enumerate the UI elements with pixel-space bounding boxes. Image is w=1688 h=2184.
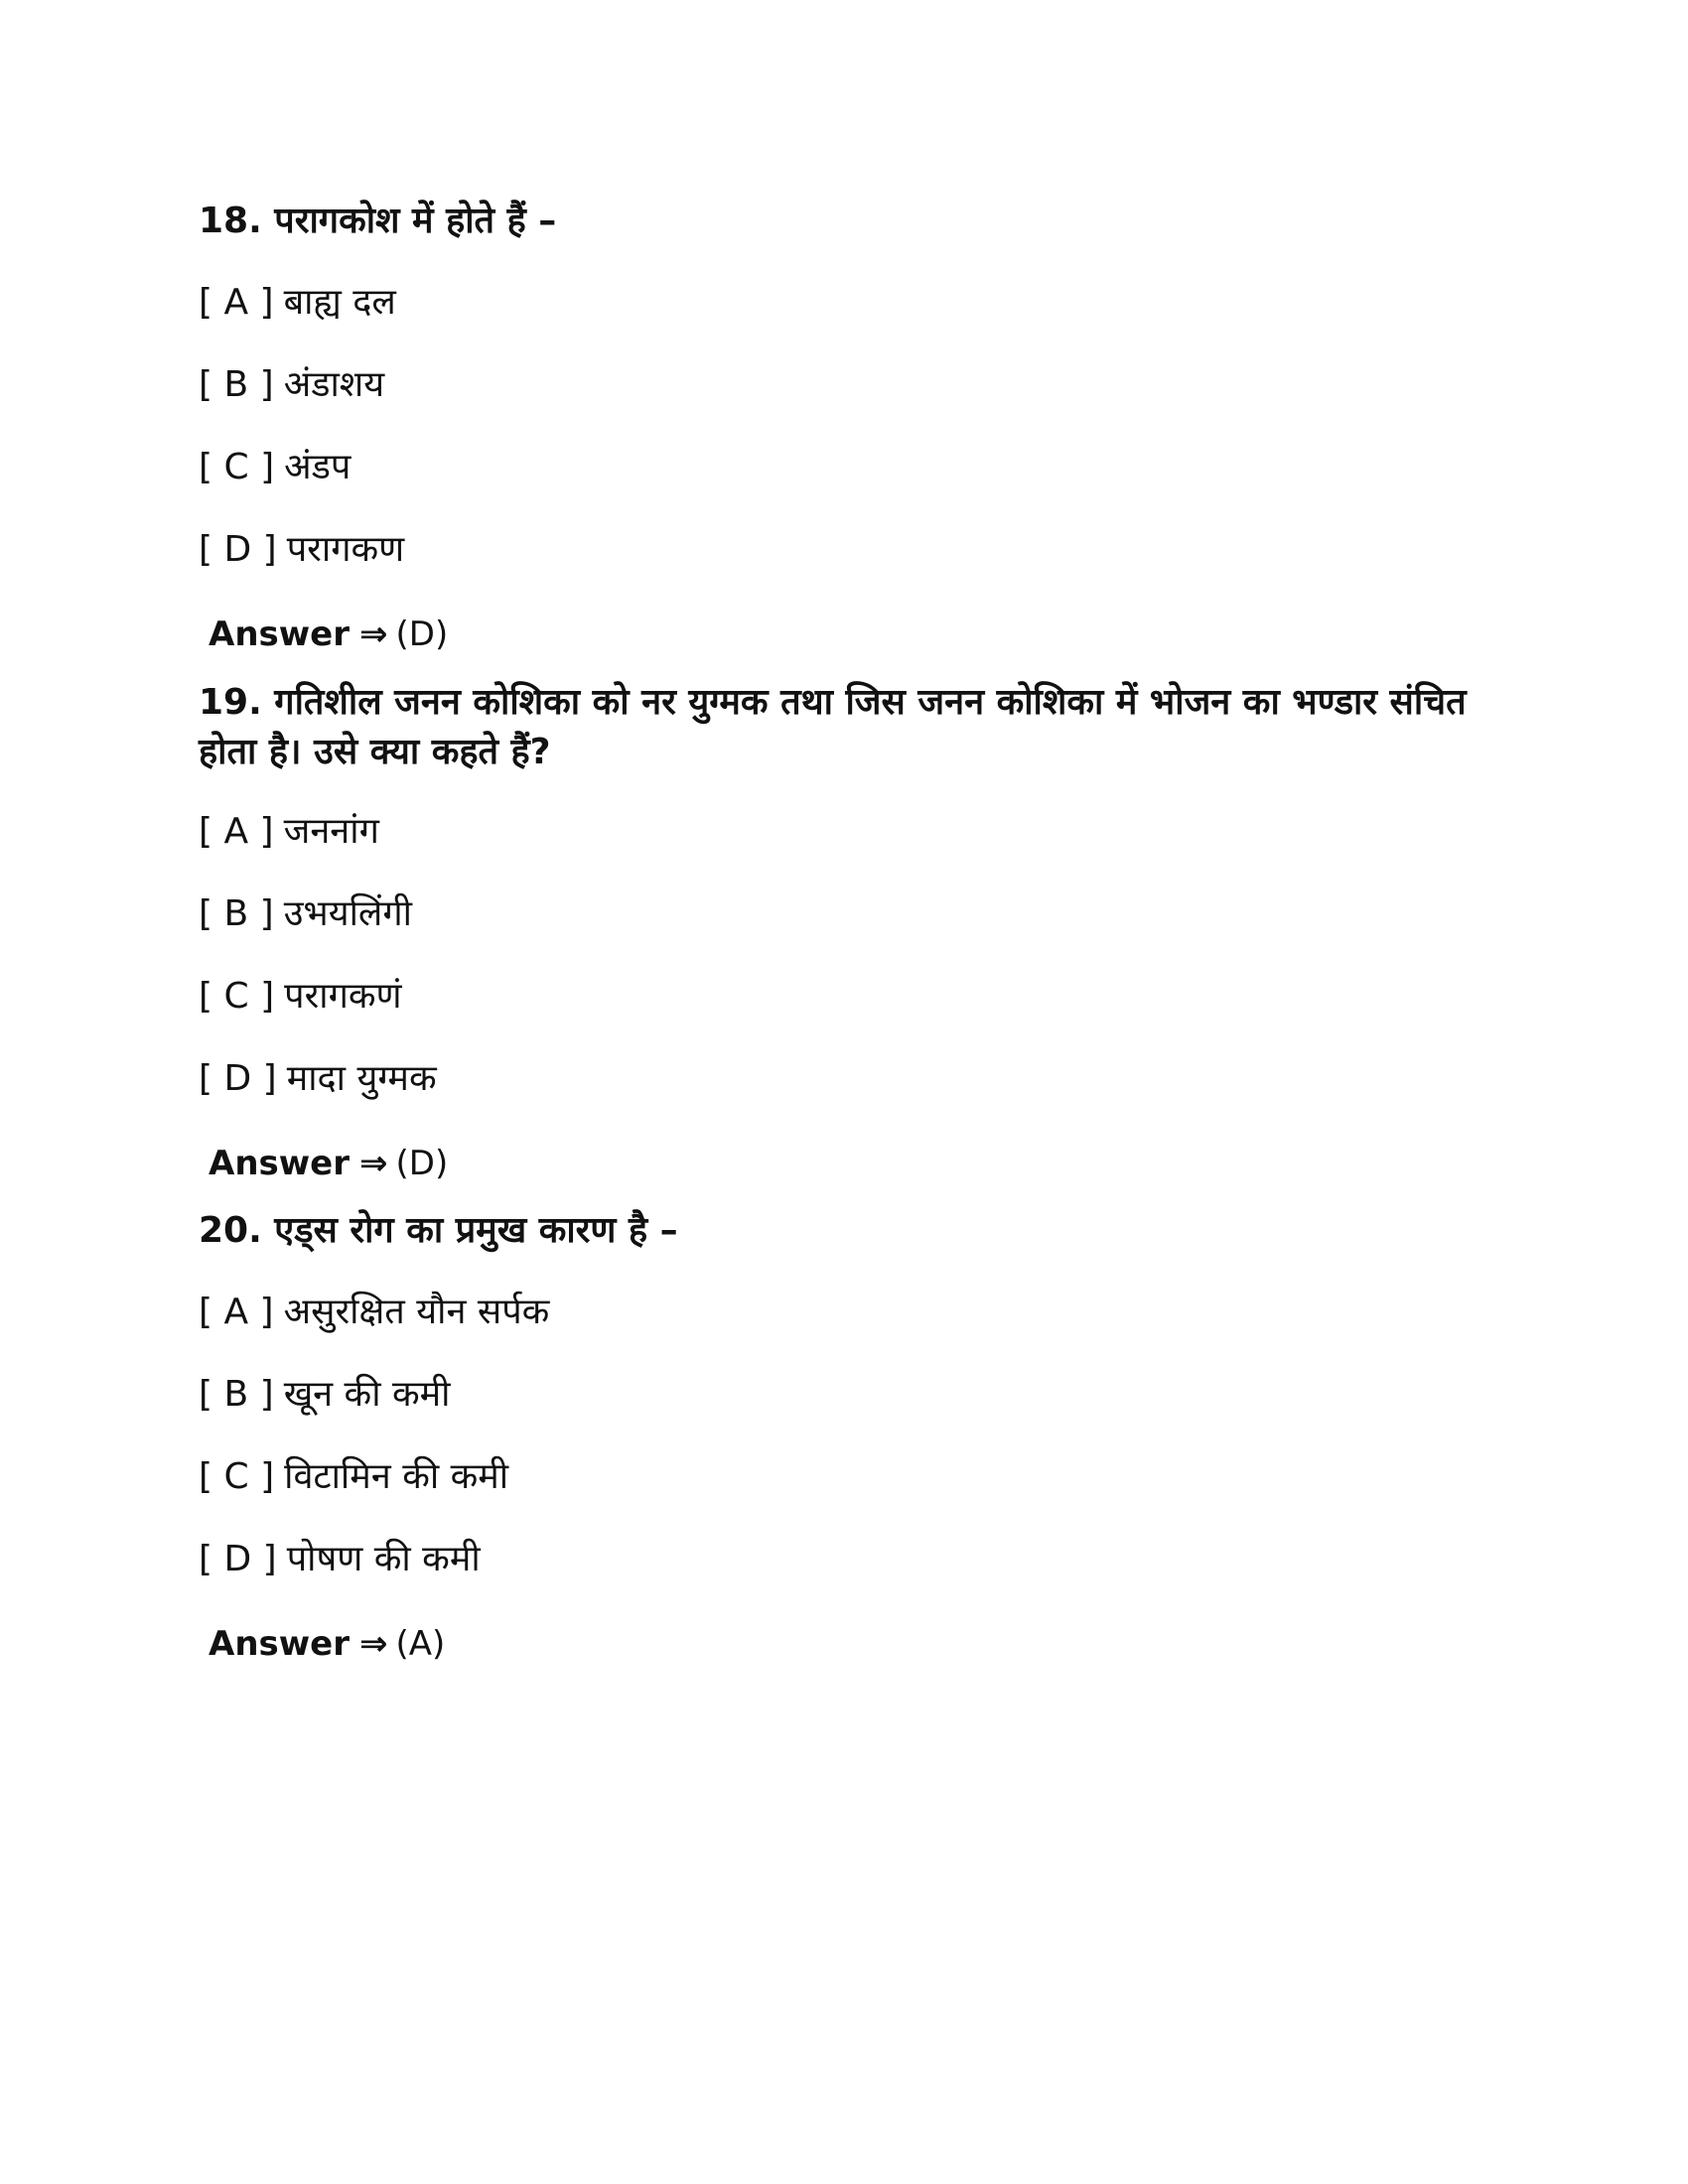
option-d xyxy=(199,1535,481,1584)
option-letter: [ A ] xyxy=(199,282,274,323)
option-text: बाह्य दल xyxy=(283,282,396,323)
answer-label: Answer xyxy=(209,1624,350,1664)
option-text: पोषण की कमी xyxy=(286,1539,481,1579)
arrow-icon: ⇒ xyxy=(359,1144,388,1183)
option-d xyxy=(199,1054,437,1104)
option-text: जननांग xyxy=(283,811,379,852)
option-letter: [ A ] xyxy=(199,811,274,852)
option-text: परागकण xyxy=(286,529,405,570)
question-20 xyxy=(199,1206,1489,1664)
answer-value: (A) xyxy=(395,1624,446,1664)
option-letter: [ C ] xyxy=(199,1456,275,1497)
option-letter: [ B ] xyxy=(199,364,274,405)
option-b xyxy=(199,360,384,410)
answer-label: Answer xyxy=(209,614,350,654)
option-letter: [ D ] xyxy=(199,529,277,570)
option-text: खून की कमी xyxy=(283,1374,451,1415)
option-c xyxy=(199,443,351,492)
option-letter: [ A ] xyxy=(199,1292,274,1332)
option-d xyxy=(199,525,404,575)
answer-label: Answer xyxy=(209,1144,350,1183)
option-text: अंडाशय xyxy=(283,364,385,405)
answer-value: (D) xyxy=(395,614,449,654)
arrow-icon: ⇒ xyxy=(359,614,388,654)
option-letter: [ B ] xyxy=(199,893,274,934)
option-letter: [ C ] xyxy=(199,447,275,487)
option-text: अंडप xyxy=(284,447,352,487)
option-a xyxy=(199,1288,549,1337)
question-title: 20. एड्स रोग का प्रमुख कारण है – xyxy=(199,1210,678,1251)
option-c xyxy=(199,1452,508,1502)
option-c xyxy=(199,972,402,1022)
answer-line xyxy=(209,1139,448,1188)
option-text: उभयलिंगी xyxy=(283,893,412,934)
option-letter: [ B ] xyxy=(199,1374,274,1415)
option-b xyxy=(199,1370,450,1420)
option-b xyxy=(199,889,412,939)
question-title: 19. गतिशील जनन कोशिका को नर युग्मक तथा जिस जनन कोशिका में भोजन का भण्डार संचित होता है। उसे क्या कहते हैं? xyxy=(199,682,1467,772)
option-a xyxy=(199,807,379,857)
option-text: मादा युग्मक xyxy=(286,1058,437,1099)
question-title: 18. परागकोश में होते हैं – xyxy=(199,201,557,241)
answer-line xyxy=(209,1619,445,1669)
option-text: असुरक्षित यौन सर्पक xyxy=(283,1292,550,1332)
option-letter: [ D ] xyxy=(199,1539,277,1579)
question-18 xyxy=(199,197,1489,654)
answer-value: (D) xyxy=(395,1144,449,1183)
question-19 xyxy=(199,678,1489,1183)
option-text: विटामिन की कमी xyxy=(284,1456,509,1497)
option-letter: [ C ] xyxy=(199,976,275,1017)
option-letter: [ D ] xyxy=(199,1058,277,1099)
option-a xyxy=(199,278,396,328)
arrow-icon: ⇒ xyxy=(359,1624,388,1664)
answer-line xyxy=(209,610,448,659)
option-text: परागकणं xyxy=(284,976,402,1017)
